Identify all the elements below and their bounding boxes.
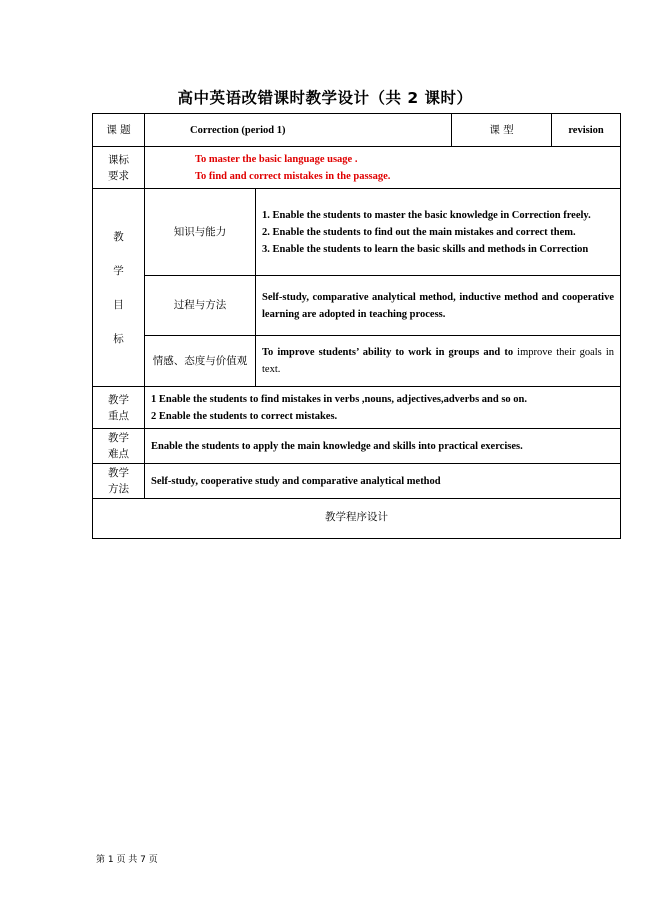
methods-label: 教学 方法 — [93, 464, 145, 499]
knowledge-line-2: 2. Enable the students to find out the main mistakes and correct them. — [262, 226, 576, 238]
topic-label: 课 题 — [93, 114, 145, 147]
difficulties-row — [93, 429, 621, 464]
key-point-1: 1 Enable the students to find mistakes in verbs ,nouns, adjectives,adverbs and so on. — [151, 393, 528, 405]
lesson-plan-table — [92, 113, 621, 539]
standard-row — [93, 147, 621, 189]
process-label: 过程与方法 — [145, 276, 256, 336]
page-footer: 第 1 页 共 7 页 — [96, 855, 158, 865]
objectives-label: 教 学 目 标 — [93, 189, 145, 387]
knowledge-line-3: 3. Enable the students to learn the basic skills and methods in Correction — [262, 243, 589, 255]
knowledge-row — [93, 189, 621, 276]
type-label: 课 型 — [452, 114, 552, 147]
process-content: Self-study, comparative analytical method, inductive method and cooperative learning are adopted in teaching process. — [256, 276, 621, 336]
standard-label: 课标 要求 — [93, 147, 145, 189]
standard-line-1: To master the basic language usage . — [195, 153, 358, 165]
topic-value: Correction (period 1) — [145, 114, 452, 147]
methods-row — [93, 464, 621, 499]
emotion-text-bold: To improve students’ ability to work in groups and to — [262, 347, 514, 358]
emotion-content — [256, 336, 621, 387]
document-title: 高中英语改错课时教学设计（共 2 课时） — [177, 89, 473, 107]
emotion-label: 情感、态度与价值观 — [145, 336, 256, 387]
emotion-row — [93, 336, 621, 387]
key-point-2: 2 Enable the students to correct mistakes. — [151, 410, 338, 422]
difficulties-content: Enable the students to apply the main knowledge and skills into practical exercises. — [145, 429, 621, 464]
procedure-heading: 教学程序设计 — [93, 499, 621, 539]
key-points-label: 教学 重点 — [93, 387, 145, 429]
emotion-text-normal: improve their goals in text. — [262, 347, 614, 375]
process-row — [93, 276, 621, 336]
topic-row — [93, 114, 621, 147]
type-value: revision — [552, 114, 621, 147]
key-points-content — [145, 387, 621, 429]
standard-line-2: To find and correct mistakes in the passage. — [195, 170, 391, 182]
difficulties-label: 教学 难点 — [93, 429, 145, 464]
key-points-row — [93, 387, 621, 429]
knowledge-content — [256, 189, 621, 276]
standard-requirements — [145, 147, 621, 189]
knowledge-label: 知识与能力 — [145, 189, 256, 276]
methods-content: Self-study, cooperative study and comparative analytical method — [145, 464, 621, 499]
procedure-row — [93, 499, 621, 539]
knowledge-line-1: 1. Enable the students to master the basic knowledge in Correction freely. — [262, 209, 591, 221]
